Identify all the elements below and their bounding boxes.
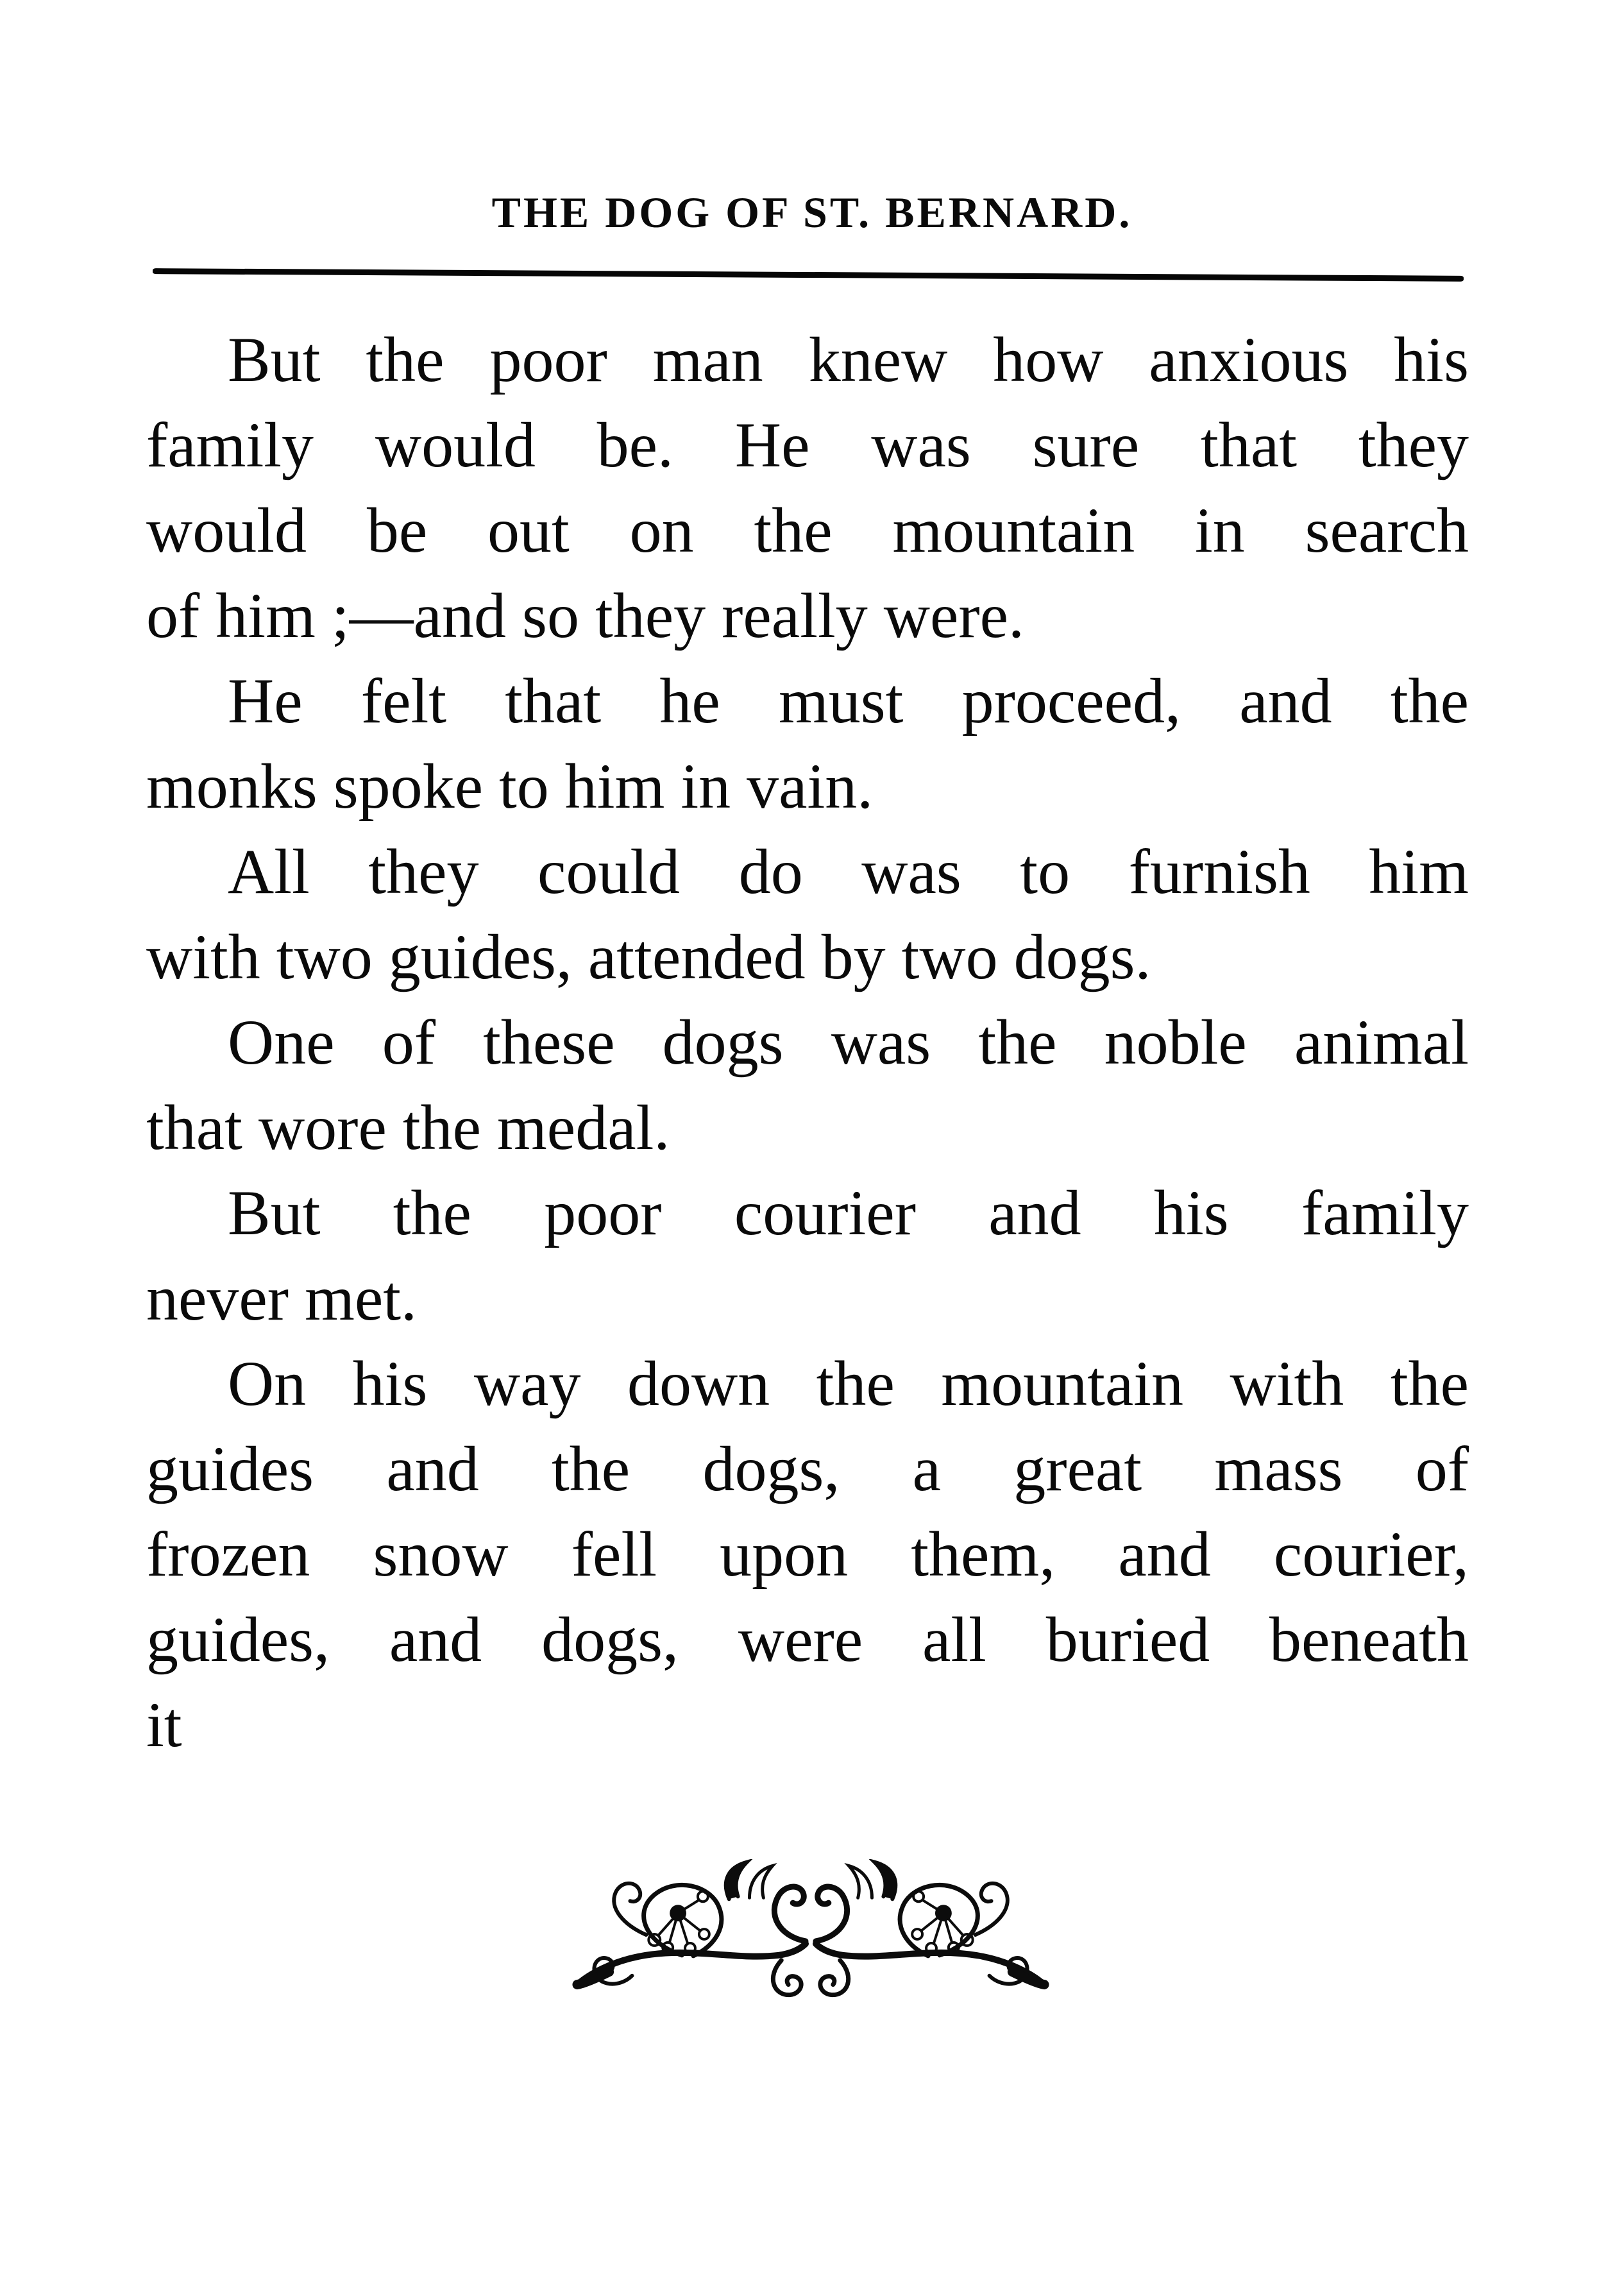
body-line: guides and the dogs, a great mass of (146, 1433, 1469, 1504)
body-line: it (146, 1689, 182, 1760)
body-line: monks spoke to him in vain. (146, 751, 874, 822)
body-line: But the poor man knew how anxious his (228, 324, 1469, 395)
header-rule (153, 268, 1464, 282)
body-line: All they could do was to furnish him (228, 836, 1469, 907)
body-line: of him ;—and so they really were. (146, 580, 1025, 651)
body-line: One of these dogs was the noble animal (228, 1007, 1469, 1078)
body-line: frozen snow fell upon them, and courier, (146, 1518, 1469, 1590)
floral-tailpiece-ornament (568, 1859, 1053, 2013)
body-line: guides, and dogs, were all buried beneath (146, 1604, 1469, 1675)
body-line: On his way down the mountain with the (228, 1348, 1469, 1419)
page-title: THE DOG OF ST. BERNARD. (491, 188, 1133, 237)
body-line: never met. (146, 1263, 418, 1334)
body-text (146, 317, 1469, 1767)
body-line: would be out on the mountain in search (146, 495, 1469, 566)
body-line: that wore the medal. (146, 1092, 670, 1163)
body-line: family would be. He was sure that they (146, 409, 1469, 480)
body-line: But the poor courier and his family (228, 1177, 1469, 1248)
body-line: He felt that he must proceed, and the (228, 665, 1469, 736)
body-line: with two guides, attended by two dogs. (146, 921, 1151, 992)
